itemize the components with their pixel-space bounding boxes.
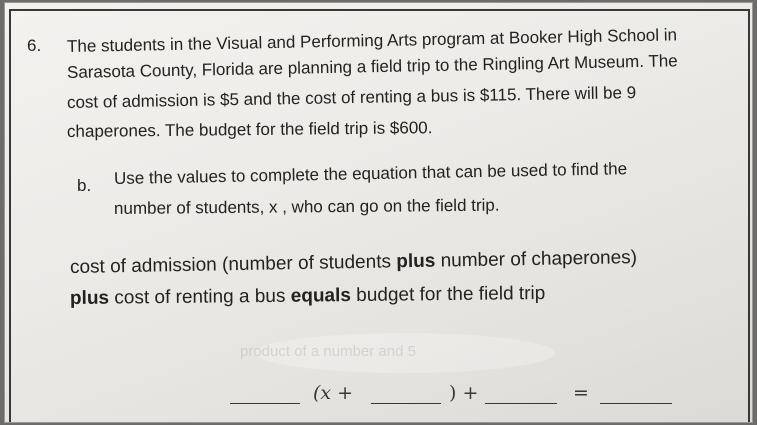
keyword-equals: equals [290, 285, 352, 307]
verbal-equation-line-2 [70, 284, 545, 308]
verbal-text: cost of renting a bus [108, 285, 291, 309]
answer-blank-chaperones[interactable] [371, 403, 441, 404]
verbal-text: cost of admission (number of students [69, 251, 397, 278]
problem-text-line-3: cost of admission is $5 and the cost of renting a bus is $115. There will be 9 [66, 83, 637, 112]
keyword-plus: plus [69, 287, 110, 309]
answer-blank-budget[interactable] [600, 403, 672, 404]
verbal-text: number of chaperones) [435, 247, 638, 272]
worksheet-page [4, 2, 753, 423]
answer-blank-bus-cost[interactable] [485, 403, 557, 404]
equation-close-paren-plus: ) + [449, 382, 479, 404]
problem-text-line-4: chaperones. The budget for the field trip is $600. [66, 118, 433, 141]
verbal-text: budget for the field trip [350, 283, 546, 307]
part-b-line-2: number of students, x , who can go on the field trip. [113, 195, 500, 218]
answer-blank-admission[interactable] [230, 403, 300, 404]
keyword-plus: plus [396, 250, 436, 273]
part-b-line-1: Use the values to complete the equation that can be used to find the [113, 159, 628, 188]
problem-text-line-2: Sarasota County, Florida are planning a field trip to the Ringling Art Museum. The [66, 51, 678, 82]
equation-open-paren: (x + [313, 382, 354, 404]
part-b-label: b. [77, 176, 92, 195]
problem-text-line-1: The students in the Visual and Performing Arts program at Booker High School in [66, 25, 678, 56]
problem-number: 6. [27, 36, 42, 55]
equation-equals-sign: = [573, 382, 589, 404]
bleed-through-text: product of a number and 5 [240, 343, 416, 360]
